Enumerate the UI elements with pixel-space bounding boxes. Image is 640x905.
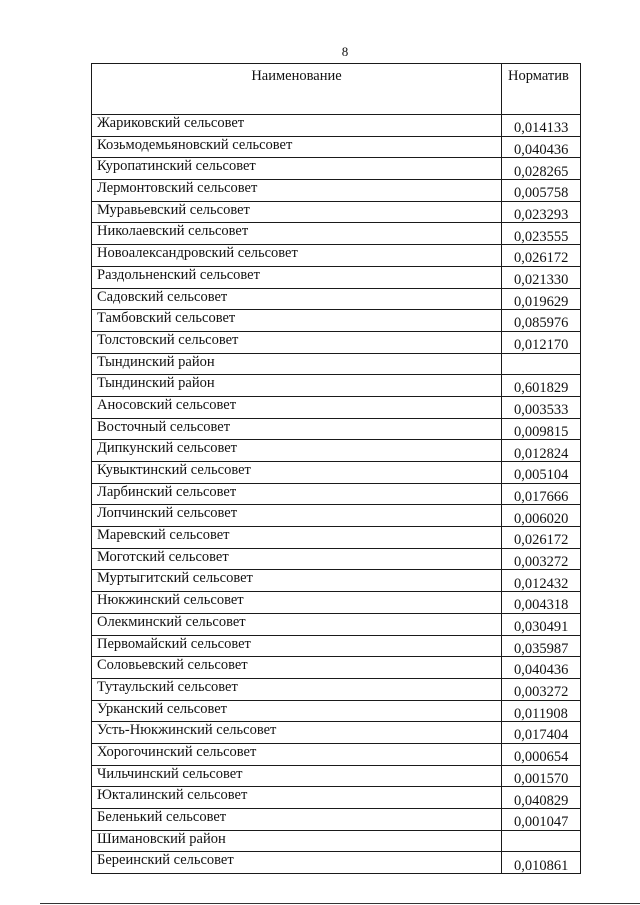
table-row <box>92 613 581 635</box>
table-row <box>92 180 581 202</box>
header-name: Наименование <box>92 64 502 115</box>
row-value-cell: 0,014133 <box>502 115 581 137</box>
row-value-cell: 0,023555 <box>502 223 581 245</box>
row-value-cell: 0,001047 <box>502 809 581 831</box>
table-row <box>92 809 581 831</box>
row-value-cell: 0,005758 <box>502 180 581 202</box>
row-name-cell: Николаевский сельсовет <box>92 223 502 245</box>
row-value-cell: 0,017404 <box>502 722 581 744</box>
row-name-cell: Урканский сельсовет <box>92 700 502 722</box>
row-value-cell: 0,023293 <box>502 201 581 223</box>
table-row <box>92 852 581 874</box>
row-value-cell: 0,003533 <box>502 396 581 418</box>
table-row <box>92 722 581 744</box>
row-name-cell: Кувыктинский сельсовет <box>92 462 502 484</box>
table-row <box>92 700 581 722</box>
row-name-cell: Тындинский район <box>92 353 502 375</box>
table-body <box>92 115 581 874</box>
row-value-cell: 0,085976 <box>502 310 581 332</box>
row-value-cell <box>502 830 581 852</box>
row-value-cell: 0,003272 <box>502 678 581 700</box>
table-row <box>92 765 581 787</box>
row-name-cell: Толстовский сельсовет <box>92 331 502 353</box>
row-name-cell: Садовский сельсовет <box>92 288 502 310</box>
row-value-cell: 0,000654 <box>502 743 581 765</box>
row-name-cell: Козьмодемьяновский сельсовет <box>92 136 502 158</box>
row-name-cell: Новоалександровский сельсовет <box>92 245 502 267</box>
table-row <box>92 201 581 223</box>
table-row <box>92 548 581 570</box>
header-norm: Норматив <box>502 64 581 115</box>
row-value-cell: 0,021330 <box>502 266 581 288</box>
row-name-cell: Моготский сельсовет <box>92 548 502 570</box>
row-value-cell: 0,017666 <box>502 483 581 505</box>
table-row <box>92 483 581 505</box>
row-name-cell: Хорогочинский сельсовет <box>92 743 502 765</box>
table-row <box>92 136 581 158</box>
row-name-cell: Аносовский сельсовет <box>92 396 502 418</box>
row-value-cell <box>502 353 581 375</box>
row-value-cell: 0,030491 <box>502 613 581 635</box>
row-name-cell: Ларбинский сельсовет <box>92 483 502 505</box>
table-row <box>92 266 581 288</box>
row-value-cell: 0,026172 <box>502 245 581 267</box>
row-value-cell: 0,001570 <box>502 765 581 787</box>
row-value-cell: 0,003272 <box>502 548 581 570</box>
row-value-cell: 0,011908 <box>502 700 581 722</box>
table-row <box>92 678 581 700</box>
row-name-cell: Дипкунский сельсовет <box>92 440 502 462</box>
row-name-cell: Муртыгитский сельсовет <box>92 570 502 592</box>
row-name-cell: Раздольненский сельсовет <box>92 266 502 288</box>
row-name-cell: Береинский сельсовет <box>92 852 502 874</box>
normative-table <box>91 63 581 874</box>
row-name-cell: Олекминский сельсовет <box>92 613 502 635</box>
row-value-cell: 0,035987 <box>502 635 581 657</box>
table-row <box>92 353 581 375</box>
row-name-cell: Тутаульский сельсовет <box>92 678 502 700</box>
row-value-cell: 0,019629 <box>502 288 581 310</box>
table-row <box>92 830 581 852</box>
row-name-cell: Чильчинский сельсовет <box>92 765 502 787</box>
row-value-cell: 0,009815 <box>502 418 581 440</box>
row-value-cell: 0,012824 <box>502 440 581 462</box>
row-name-cell: Маревский сельсовет <box>92 527 502 549</box>
table-row <box>92 288 581 310</box>
row-value-cell: 0,026172 <box>502 527 581 549</box>
row-name-cell: Восточный сельсовет <box>92 418 502 440</box>
table-row <box>92 657 581 679</box>
row-name-cell: Первомайский сельсовет <box>92 635 502 657</box>
table-row <box>92 462 581 484</box>
row-value-cell: 0,004318 <box>502 592 581 614</box>
table-row <box>92 787 581 809</box>
table-row <box>92 396 581 418</box>
page-number: 8 <box>341 44 349 59</box>
table-row <box>92 527 581 549</box>
row-name-cell: Шимановский район <box>92 830 502 852</box>
row-name-cell: Беленький сельсовет <box>92 809 502 831</box>
row-name-cell: Жариковский сельсовет <box>92 115 502 137</box>
table-row <box>92 570 581 592</box>
row-value-cell: 0,012170 <box>502 331 581 353</box>
page-bottom-edge <box>40 903 640 904</box>
table-row <box>92 223 581 245</box>
table-row <box>92 310 581 332</box>
table-row <box>92 331 581 353</box>
row-name-cell: Муравьевский сельсовет <box>92 201 502 223</box>
row-name-cell: Нюкжинский сельсовет <box>92 592 502 614</box>
row-name-cell: Соловьевский сельсовет <box>92 657 502 679</box>
row-value-cell: 0,010861 <box>502 852 581 874</box>
table-header-row <box>92 64 581 115</box>
row-value-cell: 0,028265 <box>502 158 581 180</box>
table-row <box>92 158 581 180</box>
table-row <box>92 115 581 137</box>
table-row <box>92 635 581 657</box>
table-row <box>92 743 581 765</box>
row-value-cell: 0,040829 <box>502 787 581 809</box>
row-value-cell: 0,040436 <box>502 657 581 679</box>
row-value-cell: 0,040436 <box>502 136 581 158</box>
row-name-cell: Лермонтовский сельсовет <box>92 180 502 202</box>
row-value-cell: 0,601829 <box>502 375 581 397</box>
table-row <box>92 245 581 267</box>
row-name-cell: Тамбовский сельсовет <box>92 310 502 332</box>
table-row <box>92 375 581 397</box>
table-row <box>92 440 581 462</box>
row-value-cell: 0,006020 <box>502 505 581 527</box>
row-value-cell: 0,005104 <box>502 462 581 484</box>
row-name-cell: Лопчинский сельсовет <box>92 505 502 527</box>
row-name-cell: Усть-Нюкжинский сельсовет <box>92 722 502 744</box>
row-name-cell: Юкталинский сельсовет <box>92 787 502 809</box>
table-row <box>92 418 581 440</box>
row-name-cell: Куропатинский сельсовет <box>92 158 502 180</box>
row-value-cell: 0,012432 <box>502 570 581 592</box>
table-row <box>92 592 581 614</box>
row-name-cell: Тындинский район <box>92 375 502 397</box>
table-row <box>92 505 581 527</box>
